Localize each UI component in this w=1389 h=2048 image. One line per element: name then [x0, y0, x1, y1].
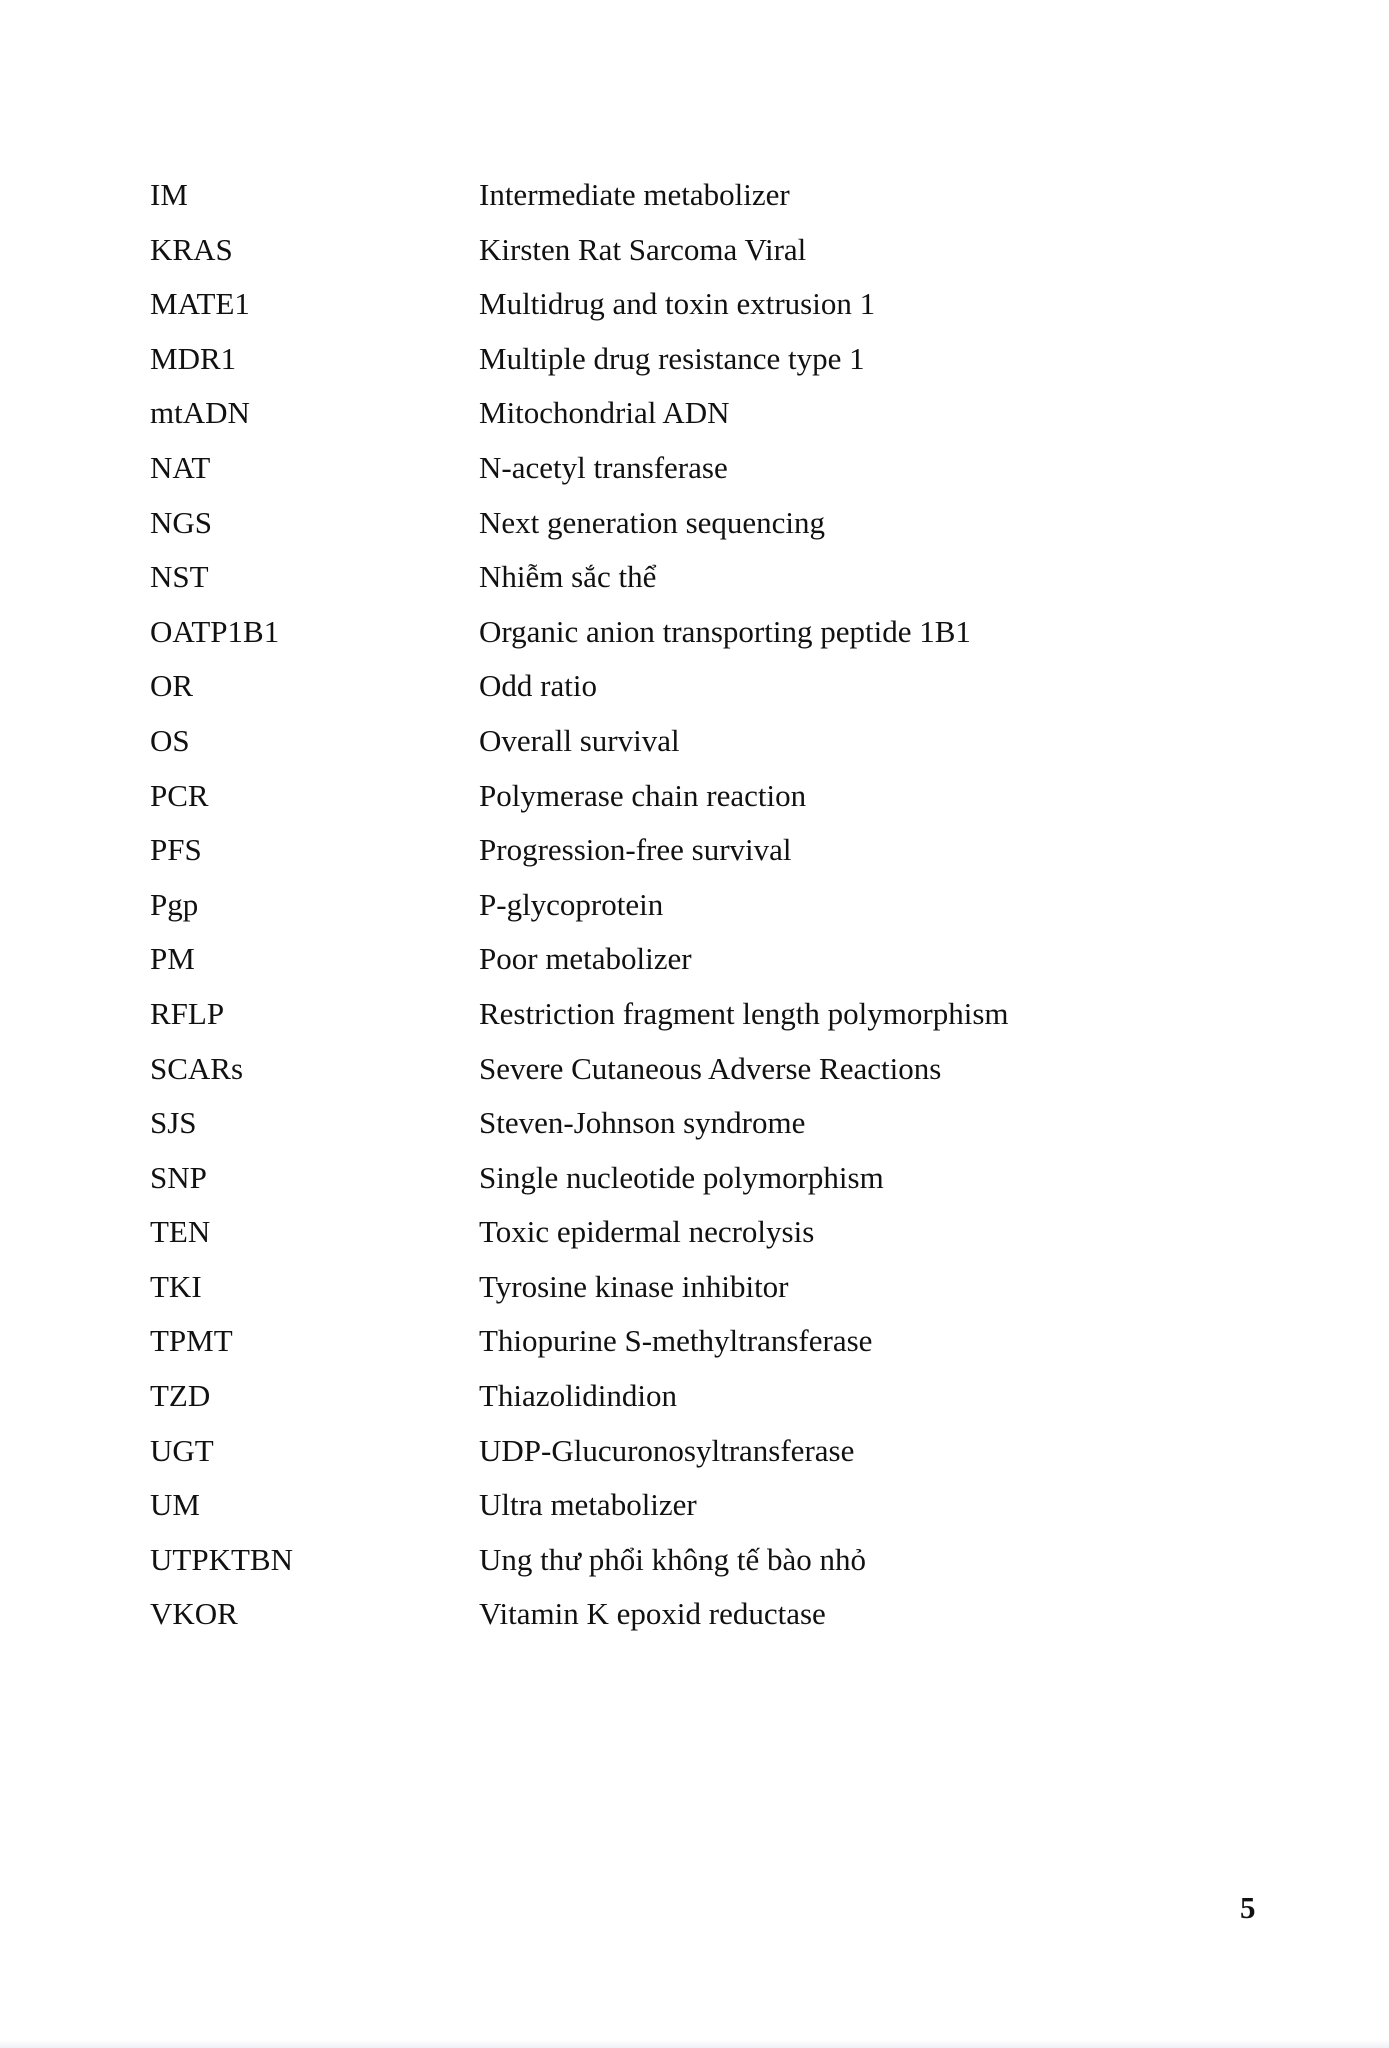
- abbreviation-row: [150, 714, 1150, 769]
- abbreviation-term: UGT: [150, 1432, 214, 1468]
- abbreviation-term: SNP: [150, 1159, 207, 1195]
- abbreviation-row: [150, 1096, 1150, 1151]
- abbreviation-term: OATP1B1: [150, 613, 280, 649]
- abbreviation-definition: Multidrug and toxin extrusion 1: [479, 286, 876, 322]
- abbreviation-term: VKOR: [150, 1596, 238, 1632]
- abbreviation-definition: Poor metabolizer: [479, 941, 692, 977]
- abbreviation-definition: Multiple drug resistance type 1: [479, 340, 865, 376]
- abbreviation-term: PFS: [150, 832, 202, 868]
- abbreviation-row: [150, 1478, 1150, 1533]
- abbreviation-definition: UDP-Glucuronosyltransferase: [479, 1432, 855, 1468]
- abbreviation-term: TZD: [150, 1378, 211, 1414]
- abbreviation-definition: Thiopurine S-methyltransferase: [479, 1323, 873, 1359]
- abbreviation-row: [150, 441, 1150, 496]
- abbreviation-row: [150, 932, 1150, 987]
- abbreviation-definition: Odd ratio: [479, 668, 597, 704]
- abbreviation-term: PM: [150, 941, 195, 977]
- abbreviation-term: UTPKTBN: [150, 1541, 293, 1577]
- abbreviation-definition: Intermediate metabolizer: [479, 177, 790, 212]
- abbreviation-row: [150, 1151, 1150, 1206]
- abbreviation-definition: Tyrosine kinase inhibitor: [479, 1268, 789, 1304]
- abbreviation-term: KRAS: [150, 231, 233, 267]
- abbreviation-definition: Restriction fragment length polymorphism: [479, 995, 1009, 1031]
- abbreviation-term: TPMT: [150, 1323, 233, 1359]
- abbreviation-term: NST: [150, 559, 209, 595]
- abbreviation-row: [150, 823, 1150, 878]
- abbreviation-term: NGS: [150, 504, 213, 540]
- abbreviation-term: OR: [150, 668, 194, 704]
- abbreviation-row: [150, 1533, 1150, 1588]
- abbreviation-definition: Organic anion transporting peptide 1B1: [479, 613, 971, 649]
- abbreviation-row: [150, 1260, 1150, 1315]
- abbreviation-term: SJS: [150, 1105, 197, 1141]
- abbreviation-row: [150, 332, 1150, 387]
- abbreviation-definition: Single nucleotide polymorphism: [479, 1159, 884, 1195]
- abbreviation-definition: Vitamin K epoxid reductase: [479, 1596, 826, 1632]
- abbreviation-row: [150, 386, 1150, 441]
- abbreviation-term: TEN: [150, 1214, 211, 1250]
- abbreviation-term: PCR: [150, 777, 209, 813]
- abbreviation-row: [150, 1205, 1150, 1260]
- abbreviation-definition: Severe Cutaneous Adverse Reactions: [479, 1050, 942, 1086]
- abbreviation-term: UM: [150, 1487, 200, 1523]
- abbreviation-row: [150, 605, 1150, 660]
- abbreviation-term: RFLP: [150, 995, 225, 1031]
- abbreviation-term: IM: [150, 177, 188, 212]
- abbreviation-list: [150, 168, 1150, 1642]
- abbreviation-row: [150, 1424, 1150, 1479]
- abbreviation-definition: Overall survival: [479, 722, 680, 758]
- abbreviation-definition: Mitochondrial ADN: [479, 395, 730, 431]
- abbreviation-definition: Toxic epidermal necrolysis: [479, 1214, 815, 1250]
- abbreviation-definition: P-glycoprotein: [479, 886, 664, 922]
- abbreviation-row: [150, 1369, 1150, 1424]
- abbreviation-row: [150, 878, 1150, 933]
- abbreviation-definition: Kirsten Rat Sarcoma Viral: [479, 231, 807, 267]
- abbreviation-definition: Nhiễm sắc thể: [479, 559, 657, 595]
- abbreviation-term: OS: [150, 722, 190, 758]
- abbreviation-row: [150, 496, 1150, 551]
- abbreviation-definition: Ultra metabolizer: [479, 1487, 697, 1523]
- abbreviation-term: mtADN: [150, 395, 250, 431]
- abbreviation-definition: N-acetyl transferase: [479, 449, 728, 485]
- abbreviation-term: MATE1: [150, 286, 250, 322]
- abbreviation-row: [150, 1314, 1150, 1369]
- abbreviation-term: Pgp: [150, 886, 199, 922]
- abbreviation-definition: Next generation sequencing: [479, 504, 826, 540]
- abbreviation-term: MDR1: [150, 340, 237, 376]
- abbreviation-term: TKI: [150, 1268, 202, 1304]
- abbreviation-row: [150, 1042, 1150, 1097]
- abbreviation-term: SCARs: [150, 1050, 244, 1086]
- abbreviation-row: [150, 1587, 1150, 1642]
- abbreviation-row: [150, 223, 1150, 278]
- abbreviation-row: [150, 168, 1150, 223]
- abbreviation-row: [150, 277, 1150, 332]
- abbreviation-term: NAT: [150, 449, 211, 485]
- abbreviation-definition: Steven-Johnson syndrome: [479, 1105, 806, 1141]
- abbreviation-definition: Thiazolidindion: [479, 1378, 678, 1414]
- abbreviation-row: [150, 769, 1150, 824]
- abbreviation-definition: Progression-free survival: [479, 832, 792, 868]
- page-bottom-edge: [0, 2040, 1389, 2048]
- abbreviation-row: [150, 987, 1150, 1042]
- abbreviation-row: [150, 659, 1150, 714]
- page-number: 5: [1240, 1890, 1256, 1925]
- abbreviation-row: [150, 550, 1150, 605]
- abbreviation-definition: Polymerase chain reaction: [479, 777, 807, 813]
- abbreviation-definition: Ung thư phổi không tế bào nhỏ: [479, 1541, 867, 1577]
